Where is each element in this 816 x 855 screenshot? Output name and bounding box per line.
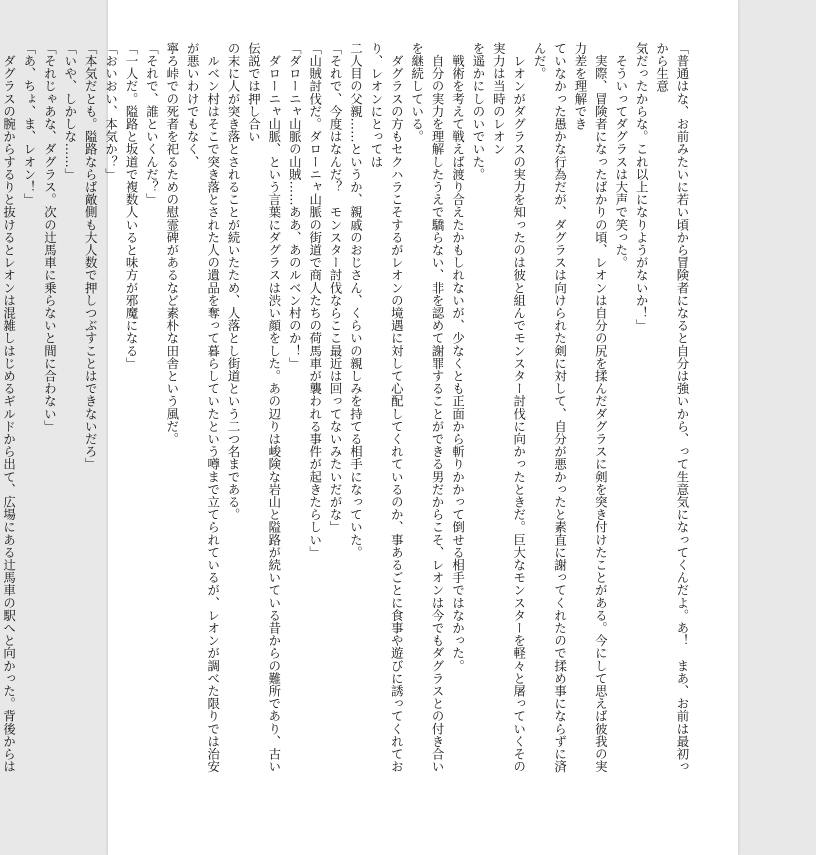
text-line: 自分の実力を理解したうえで驕らない、非を認めて謝罪することができる男だからこそ、レオンは今でもダグラスとの付き合いを継続している。 bbox=[409, 42, 446, 773]
text-line: 「おいおい、本気か？」 bbox=[103, 42, 119, 181]
text-line: 実際、冒険者になったばかりの頃、レオンは自分の尻を揉んだダグラスに剣を突き付けたことがある。今にして思えば彼我の実力差を理解でき bbox=[572, 42, 609, 773]
text-line: 二人目の父親……というか、親戚のおじさん、くらいの親しみを持てる相手になっていた。 bbox=[348, 42, 364, 559]
text-line: ダローニャ山脈、という言葉にダグラスは渋い顔をした。あの辺りは峻険な岩山と隘路が続いている昔からの難所であり、古い伝説では押し合い bbox=[246, 42, 282, 773]
document-page bbox=[1, 0, 738, 855]
vertical-text-body bbox=[0, 42, 692, 782]
text-line: 「それで、今度はなんだ？ モンスター討伐ならここ最近は回ってないみたいだがな」 bbox=[328, 42, 344, 534]
text-line: 気だったからな。これ以上になりようがないか！」 bbox=[634, 42, 650, 332]
text-line: 「普通はな、お前みたいに若い頃から冒険者になると自分は強いから、って生意気になってくんだよ。あ！ まあ、お前は最初っから生意 bbox=[654, 42, 690, 773]
text-line: レオンがダグラスの実力を知ったのは彼と組んでモンスター討伐に向かったときだ。巨大なモンスターを軽々と屠っていくその実力は当時のレオン bbox=[491, 42, 527, 773]
text-line: 「いや、しかしな……」 bbox=[62, 42, 78, 181]
text-line: の末に人が突き落とされることが続いたため、人落とし街道という二つ名まである。 bbox=[226, 42, 242, 521]
text-line: 「山賊討伐だ。ダローニャ山脈の街道で商人たちの荷馬車が襲われる事件が起きたらしい」 bbox=[307, 42, 323, 559]
text-line: ダグラスの方もセクハラこそするがレオンの境遇に対して心配してくれているのか、事あるごとに食事や遊びに誘ってくれており、レオンにとっては bbox=[368, 42, 405, 773]
text-line: ていなかった愚かな行為だが、ダグラスは向けられた剣に対して、自分が悪かったと素直に謝ってくれたので揉め事にならずに済んだ。 bbox=[532, 42, 568, 773]
text-line: 「一人だ。隘路と坂道で複数人いると味方が邪魔になる」 bbox=[124, 42, 140, 370]
text-line: 戦術を考えて戦えば渡り合えたかもしれないが、少なくとも正面から斬りかかって倒せる相手ではなかった。 bbox=[450, 42, 466, 672]
text-line: 「本気だとも。隘路ならば敵側も大人数で押しつぶすことはできないだろ」 bbox=[83, 42, 99, 471]
text-line: 「あ、ちょ、ま、レオン！」 bbox=[22, 42, 37, 206]
text-line: そういってダグラスは大声で笑った。 bbox=[613, 42, 629, 269]
text-line: 「ダローニャ山脈の山賊……ああ、あのルベン村のか！」 bbox=[287, 42, 303, 370]
text-line: ダグラスの腕からするりと抜けるとレオンは混雑しはじめるギルドから出て、広場にある辻馬車の駅へと向かった。背後からは bbox=[1, 54, 17, 773]
text-line: を遥かにしのいでいた。 bbox=[470, 42, 486, 181]
text-line: 「それじゃあな、ダグラス。次の辻馬車に乗らないと間に合わない」 bbox=[42, 42, 58, 433]
text-line: 「それで、誰といくんだ？」 bbox=[144, 42, 160, 206]
text-line: ルベン村はそこで突き落とされた人の遺品を奪って暮らしていたという噂まで立てられているが、レオンが調べた限りでは治安が悪いわけでもなく、 bbox=[185, 42, 221, 773]
text-line: 寧ろ峠での死者を祀るための慰霊碑があるなど素朴な田舎という風だ。 bbox=[164, 42, 180, 446]
